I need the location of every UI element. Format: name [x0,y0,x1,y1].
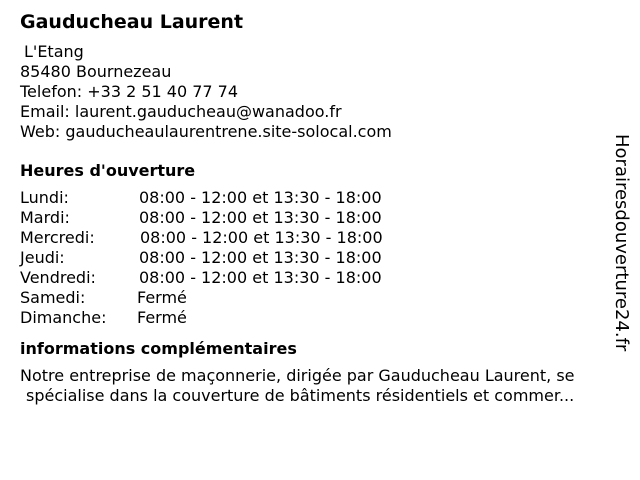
day-hours: 08:00 - 12:00 et 13:30 - 18:00 [139,248,382,267]
hours-row-mercredi [20,228,610,248]
address-street: L'Etang [24,42,84,61]
opening-hours-heading: Heures d'ouverture [20,161,196,180]
day-label: Mercredi: [20,228,95,247]
additional-info-heading: informations complémentaires [20,339,297,358]
site-brand-vertical: Horairesdouverture24.fr [611,134,632,352]
hours-row-mardi [20,208,610,228]
day-hours: 08:00 - 12:00 et 13:30 - 18:00 [139,188,382,207]
info-text-line: spécialise dans la couverture de bâtiments résidentiels et commer... [26,386,575,405]
hours-row-lundi [20,188,610,208]
additional-info-text [20,366,620,406]
day-label: Mardi: [20,208,70,227]
business-name: Gauducheau Laurent [20,11,244,33]
day-hours: 08:00 - 12:00 et 13:30 - 18:00 [139,208,382,227]
info-text-line: Notre entreprise de maçonnerie, dirigée par Gauducheau Laurent, se [20,366,575,385]
day-label: Samedi: [20,288,86,307]
hours-row-jeudi [20,248,610,268]
hours-row-samedi [20,288,610,308]
business-card [20,8,610,406]
day-label: Dimanche: [20,308,107,327]
contact-block [20,42,610,142]
opening-hours-table [20,188,610,328]
address-city: 85480 Bournezeau [20,62,172,81]
hours-row-dimanche [20,308,610,328]
day-label: Jeudi: [20,248,65,267]
day-hours: Fermé [137,288,187,307]
hours-row-vendredi [20,268,610,288]
phone-number[interactable]: Telefon: +33 2 51 40 77 74 [20,82,239,101]
email-address[interactable]: Email: laurent.gauducheau@wanadoo.fr [20,102,342,121]
day-hours: Fermé [137,308,187,327]
day-label: Vendredi: [20,268,96,287]
day-label: Lundi: [20,188,69,207]
day-hours: 08:00 - 12:00 et 13:30 - 18:00 [139,268,382,287]
website-link[interactable]: Web: gauducheaulaurentrene.site-solocal.com [20,122,392,141]
day-hours: 08:00 - 12:00 et 13:30 - 18:00 [140,228,383,247]
